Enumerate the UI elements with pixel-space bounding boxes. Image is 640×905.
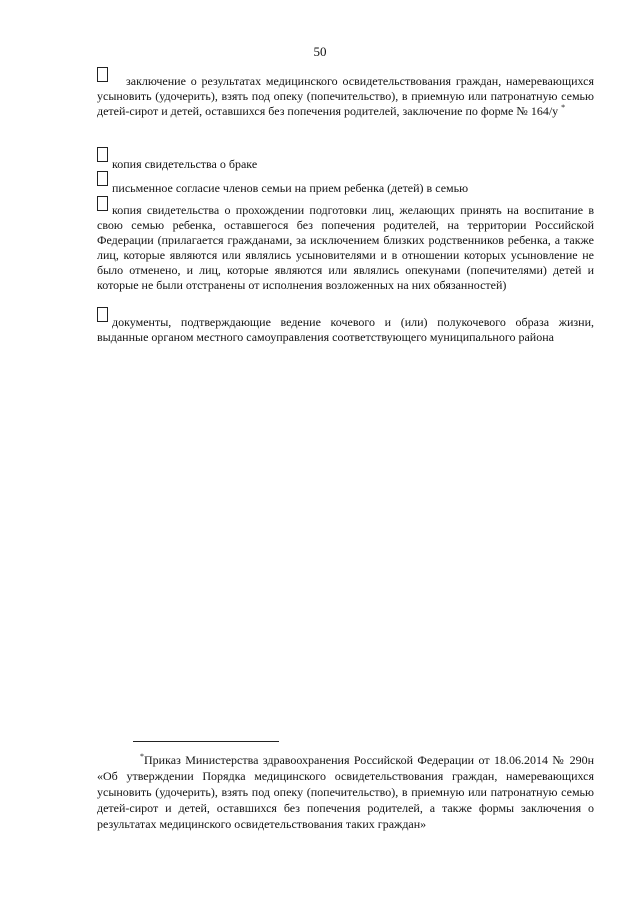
footnote-reference: * bbox=[561, 103, 566, 112]
item-text: документы, подтверждающие ведение кочевого и (или) полукочевого образа жизни, выданные органом местного самоуправления соответствующего муниципального района bbox=[97, 315, 594, 344]
item-text: копия свидетельства о прохождении подготовки лиц, желающих принять на воспитание в свою семью ребенка, оставшегося без попечения родителей, на территории Российской Федерации (прилагается гражданами, за исключением близких родственников ребенка, а также лиц, которые являются или являлись усыновителями и в отношении которых усыновление не было отменено, и лиц, которые являются или являлись опекунами (попечителями) детей и которые не были отстранены от исполнения возложенных на них обязанностей) bbox=[97, 203, 594, 292]
item-training-certificate bbox=[97, 203, 594, 293]
footnote-separator bbox=[133, 741, 279, 742]
footnote-mark: * bbox=[140, 752, 144, 761]
footnote bbox=[97, 752, 594, 832]
footnote-text: Приказ Министерства здравоохранения Российской Федерации от 18.06.2014 № 290н «Об утверждении Порядка медицинского освидетельствования граждан, намеревающихся усыновить (удочерить), взять под опеку (попечительство), в приемную или патронатную семью детей-сирот и детей, оставшихся без попечения родителей, а также формы заключения о результатах медицинского освидетельствования таких граждан» bbox=[97, 753, 594, 831]
item-text: заключение о результатах медицинского освидетельствования граждан, намеревающихся усыновить (удочерить), взять под опеку (попечительство), в приемную или патронатную семью детей-сирот и детей, оставшихся без попечения родителей, заключение по форме № 164/у bbox=[97, 74, 594, 118]
item-text: копия свидетельства о браке bbox=[112, 157, 258, 171]
item-marriage-certificate bbox=[97, 157, 594, 172]
page-number: 50 bbox=[313, 44, 327, 59]
item-family-consent bbox=[97, 181, 594, 196]
item-medical-conclusion bbox=[97, 74, 594, 119]
item-text: письменное согласие членов семьи на прием ребенка (детей) в семью bbox=[112, 181, 469, 195]
item-nomadic-documents bbox=[97, 315, 594, 345]
